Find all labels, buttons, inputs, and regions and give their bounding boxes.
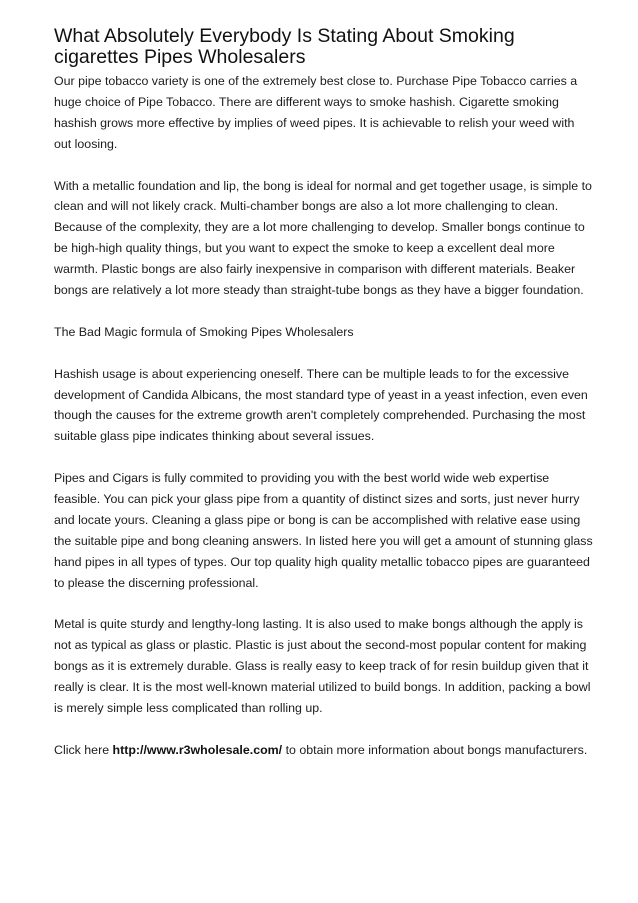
- paragraph-pipes-and-cigars: Pipes and Cigars is fully commited to providing you with the best world wide web expertise feasible. You can pick your glass pipe from a quantity of distinct sizes and sorts, just never hurry and locate yours. Cleaning a glass pipe or bong is can be accomplished with relative ease using the suitable pipe and bong cleaning answers. In listed here you will get a amount of stunning glass hand pipes in all types of types. Our top quality high quality metallic tobacco pipes are guaranteed to please the discerning professional.: [54, 471, 593, 590]
- paragraph-intro: Our pipe tobacco variety is one of the extremely best close to. Purchase Pipe Tobacco carries a huge choice of Pipe Tobacco. There are different ways to smoke hashish. Cigarette smoking hashish grows more effective by implies of weed pipes. It is achievable to relish your weed with out loosing.: [54, 74, 578, 151]
- paragraph-hashish-usage: Hashish usage is about experiencing oneself. There can be multiple leads to for the excessive development of Candida Albicans, the most standard type of yeast in a yeast infection, even even though the causes for the extreme growth aren't completely comprehended. Purchasing the most suitable glass pipe indicates thinking about several issues.: [54, 366, 588, 444]
- paragraph-closing: [54, 740, 594, 761]
- paragraph-subheading: The Bad Magic formula of Smoking Pipes Wholesalers: [54, 324, 354, 339]
- paragraph-bong-materials: With a metallic foundation and lip, the bong is ideal for normal and get together usage, is simple to clean and will not likely crack. Multi-chamber bongs are also a lot more challenging to clean. Because of the complexity, they are a lot more challenging to develop. Smaller bongs continue to be high-high quality things, but you want to expect the smoke to keep a excellent deal more warmth. Plastic bongs are also fairly inexpensive in comparison with different materials. Beaker bongs are relatively a lot more steady than straight-tube bongs as they have a bigger foundation.: [54, 178, 592, 298]
- closing-prefix: Click here: [54, 742, 113, 757]
- paragraph-metal-plastic-glass: Metal is quite sturdy and lengthy-long lasting. It is also used to make bongs although the apply is not as typical as glass or plastic. Plastic is just about the second-most popular content for making bongs as it is extremely durable. Glass is really easy to keep track of for resin buildup given that it really is clear. It is the most well-known material utilized to build bongs. In addition, packing a bowl is merely simple less complicated than rolling up.: [54, 617, 591, 716]
- wholesale-link[interactable]: http://www.r3wholesale.com/: [112, 742, 283, 757]
- document-title: What Absolutely Everybody Is Stating About Smoking cigarettes Pipes Wholesalers: [54, 25, 515, 68]
- document-page: [54, 26, 594, 782]
- closing-suffix: to obtain more information about bongs manufacturers.: [282, 742, 588, 757]
